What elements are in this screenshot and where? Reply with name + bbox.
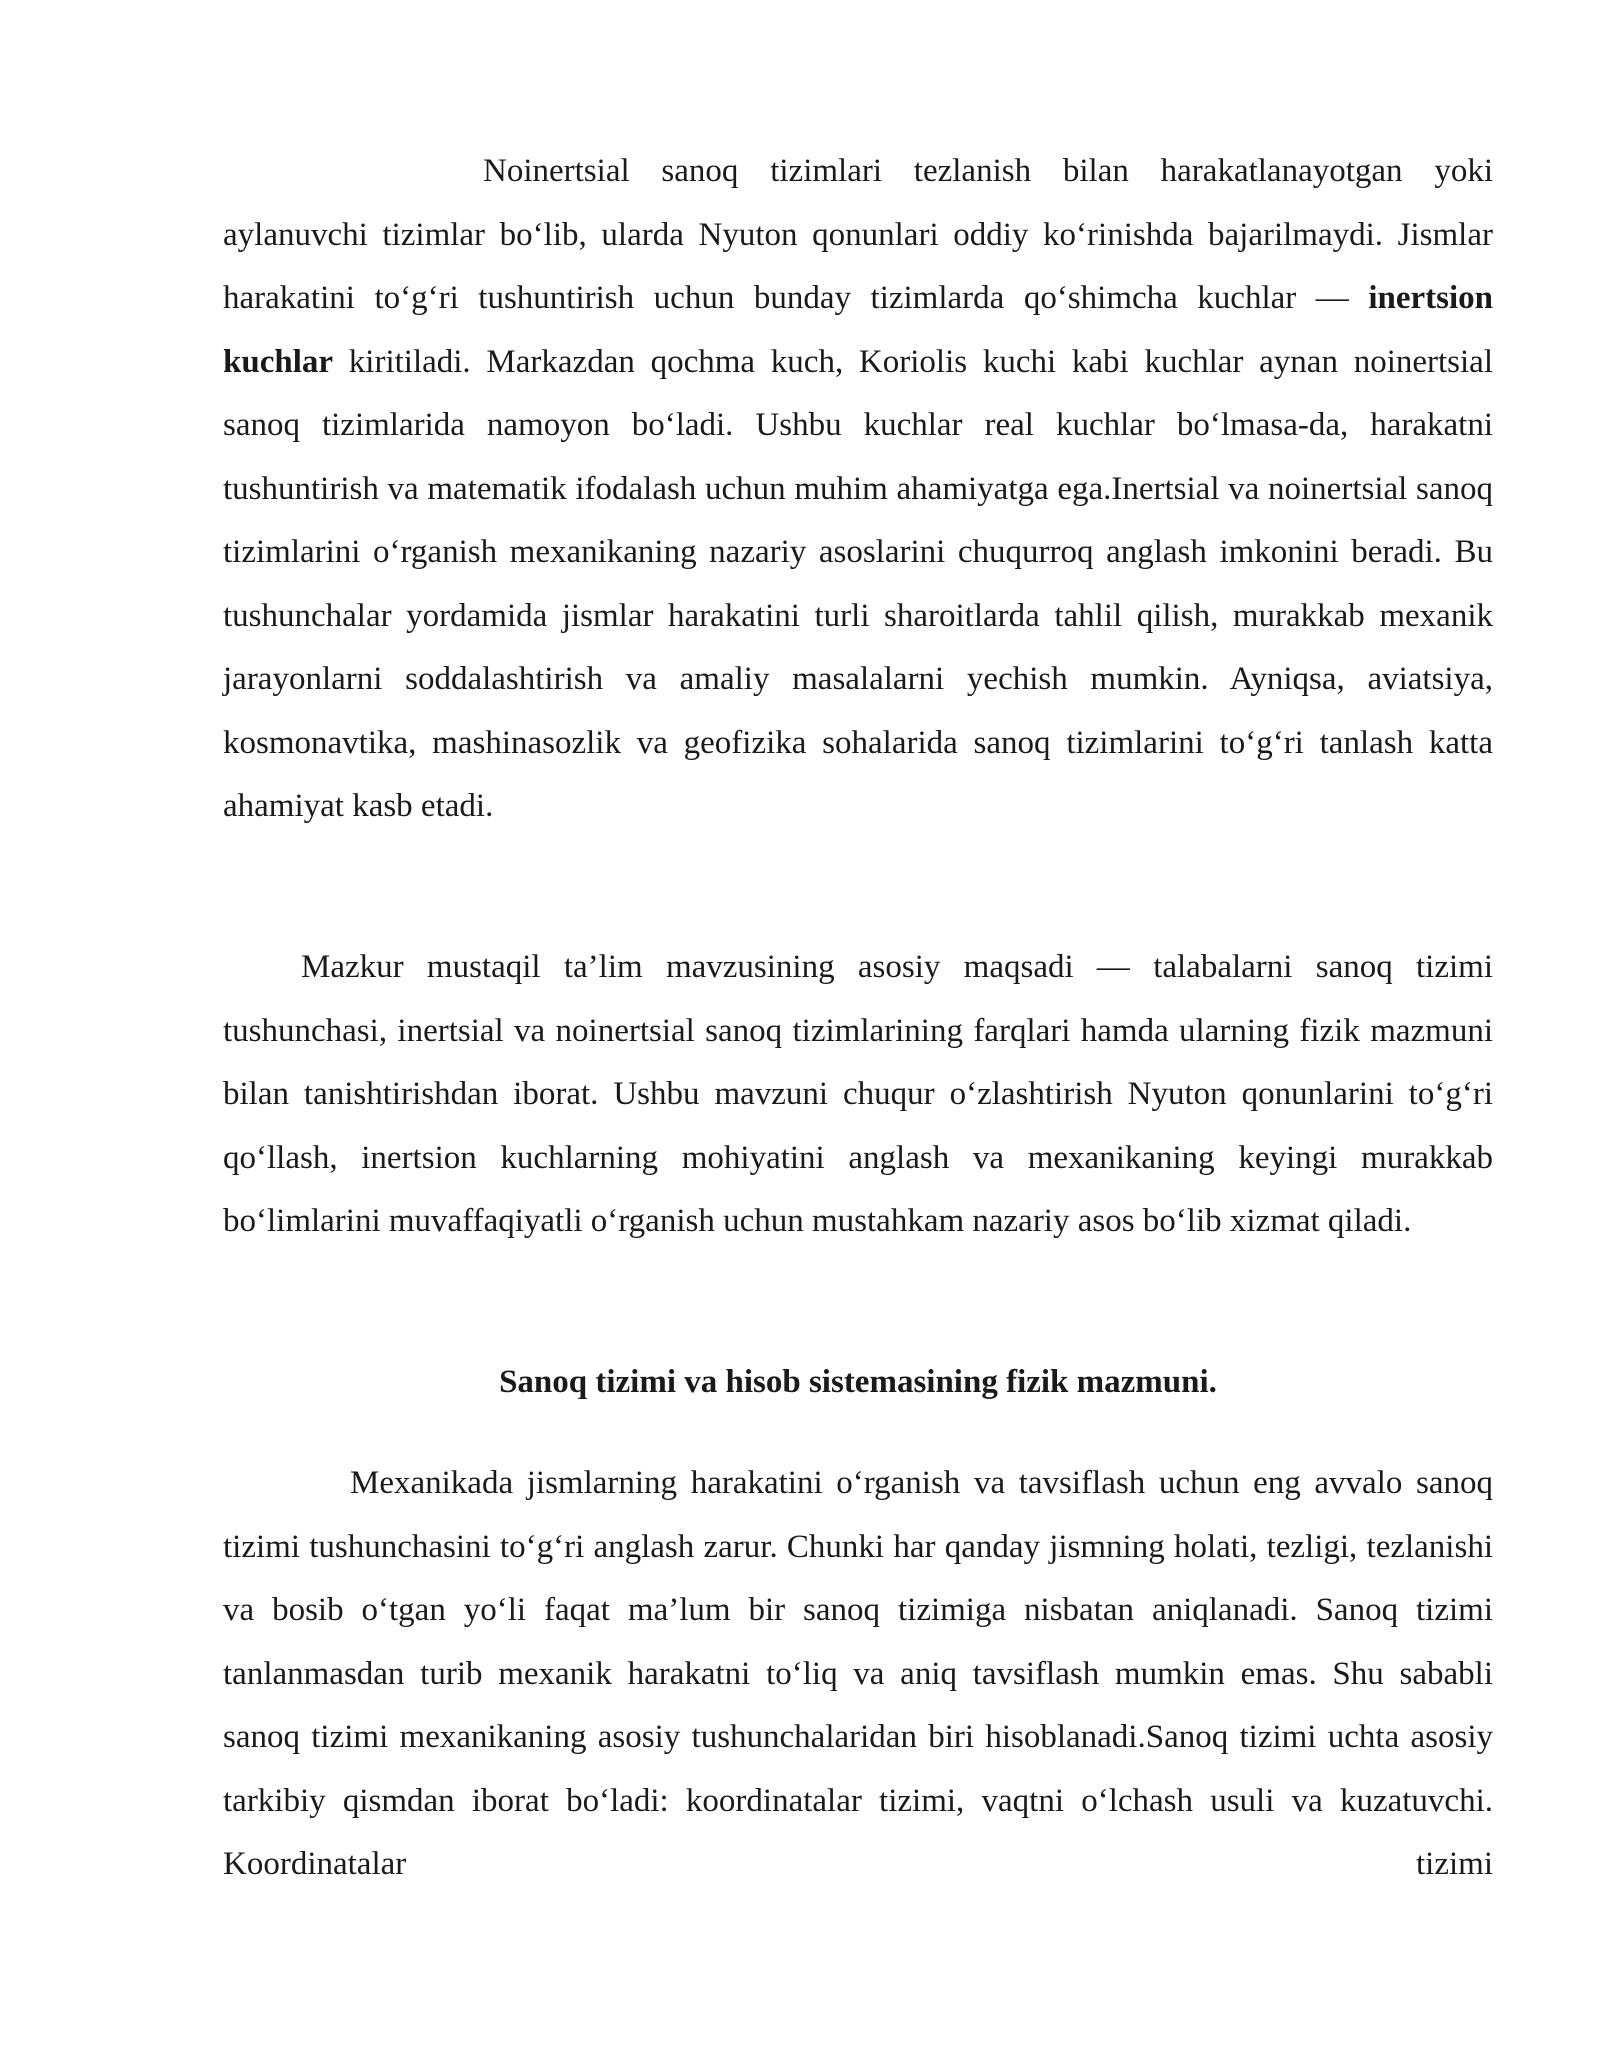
paragraph-text [223,140,1493,839]
paragraph-text: Mazkur mustaqil ta’lim mavzusining asosiy maqsadi — talabalarni sanoq tizimi tushunchasi, inertsial va noinertsial sanoq tizimlarining farqlari hamda ularning fizik mazmuni bilan tanishtirishdan iborat. Ushbu mavzuni chuqur o‘zlashtirish Nyuton qonunlarini to‘g‘ri qo‘llash, inertsion kuchlarning mohiyatini anglash va mexanikaning keyingi murakkab bo‘limlarini muvaffaqiyatli o‘rganish uchun mustahkam nazariy asos bo‘lib xizmat qiladi. [223,949,1493,1239]
paragraph-text-part-2: kiritiladi. Markazdan qochma kuch, Koriolis kuchi kabi kuchlar aynan noinertsial sanoq tizimlarida namoyon bo‘ladi. Ushbu kuchlar real kuchlar bo‘lmasa-da, harakatni tushuntirish va matematik ifodalash uchun muhim ahamiyatga ega.Inertsial va noinertsial sanoq tizimlarini o‘rganish mexanikaning nazariy asoslarini chuqurroq anglash imkonini beradi. Bu tushunchalar yordamida jismlar harakatini turli sharoitlarda tahlil qilish, murakkab mexanik jarayonlarni soddalashtirish va amaliy masalalarni yechish mumkin. Ayniqsa, aviatsiya, kosmonavtika, mashinasozlik va geofizika sohalarida sanoq tizimlarini to‘g‘ri tanlash katta ahamiyat kasb etadi. [223,343,1493,824]
section-heading: Sanoq tizimi va hisob sistemasining fizik mazmuni. [499,1364,1217,1400]
paragraph-aim [223,936,1493,1254]
paragraph-text: Mexanikada jismlarning harakatini o‘rganish va tavsiflash uchun eng avvalo sanoq tizimi tushunchasini to‘g‘ri anglash zarur. Chunki har qanday jismning holati, tezligi, tezlanishi va bosib o‘tgan yo‘li faqat ma’lum bir sanoq tizimiga nisbatan aniqlanadi. Sanoq tizimi tanlanmasdan turib mexanik harakatni to‘liq va aniq tavsiflash mumkin emas. Shu sababli sanoq tizimi mexanikaning asosiy tushunchalaridan biri hisoblanadi.Sanoq tizimi uchta asosiy tarkibiy qismdan iborat bo‘ladi: koordinatalar tizimi, vaqtni o‘lchash usuli va kuzatuvchi. Koordinatalar tizimi [223,1465,1493,1882]
paragraph-noninertial-frames [223,140,1493,839]
paragraph-reference-frame [223,1452,1493,1897]
paragraph-text-part-1: Noinertsial sanoq tizimlari tezlanish bilan harakatlanayotgan yoki aylanuvchi tizimlar bo‘lib, ularda Nyuton qonunlari oddiy ko‘rinishda bajarilmaydi. Jismlar harakatini to‘g‘ri tushuntirish uchun bunday tizimlarda qo‘shimcha kuchlar — [223,153,1493,316]
bold-term-inertial-forces: inertsion kuchlar [223,280,1493,380]
